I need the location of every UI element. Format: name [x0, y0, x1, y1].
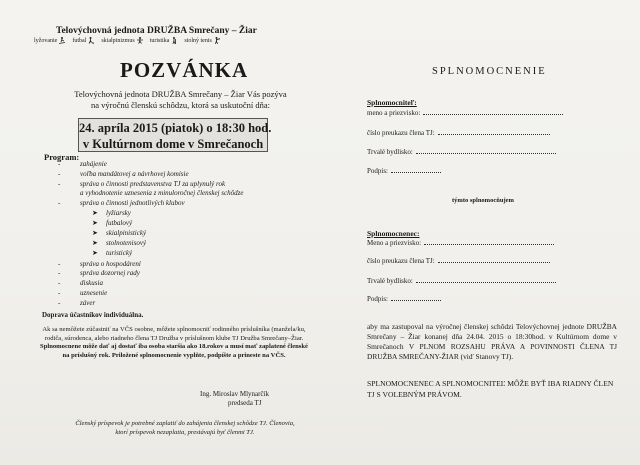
club-report-item: ➤ stolnotenisový	[92, 239, 147, 247]
program-item: - voľba mandátovej a návrhovej komisie	[58, 170, 189, 178]
grantor-field: Trvalé bydlisko:	[367, 147, 556, 156]
eligibility-statement: SPLNOMOCNENEC A SPLNOMOCNITEĽ MÔŽE BYŤ IBA RIADNY ČLEN TJ S VOLEBNÝM PRÁVOM.	[367, 379, 614, 399]
sport-item: turistika	[150, 37, 178, 44]
sports-row	[34, 37, 220, 44]
program-item: - záver	[58, 299, 96, 307]
power-of-attorney-title: SPLNOMOCNENIE	[432, 66, 547, 77]
date-line: 24. apríla 2015 (piatok) o 18:30 hod.	[79, 121, 272, 135]
grantor-field: Podpis:	[367, 166, 441, 175]
authorization-text: týmto splnomocňujem	[452, 197, 514, 204]
grantee-field: Podpis:	[367, 294, 441, 303]
membership-footnote: Členský príspevok je potrebné zaplatiť do zahájenia členskej schôdze TJ. Členovia, ktorí príspevok nezaplatia, prestávajú byť členmi TJ.	[75, 420, 295, 436]
invitation-title: POZVÁNKA	[120, 58, 249, 82]
table-tennis-icon	[214, 37, 220, 44]
program-item: - diskusia	[58, 279, 103, 287]
club-report-item: ➤ lyžiarsky	[92, 209, 131, 217]
sport-item: stolný tenis	[184, 37, 220, 44]
program-item: - správa o činnosti jednotlivých klubov	[58, 199, 185, 207]
venue-line: v Kultúrnom dome v Smrečanoch	[82, 137, 264, 151]
program-item: a vyhodnotenie uznesenia z minuloročnej členskej schôdze	[80, 189, 244, 197]
club-report-item: ➤ skialpinistický	[92, 229, 147, 237]
program-item: - uznesenie	[58, 289, 108, 297]
grantor-label: Splnomocniteľ:	[367, 98, 417, 107]
program-item: - správa dozornej rady	[58, 269, 140, 277]
program-item: - správa o hospodárení	[58, 260, 141, 268]
invitation-line: Telovýchovná jednota DRUŽBA Smrečany – Žiar Vás pozýva	[74, 89, 287, 99]
signature-role: predseda TJ	[228, 399, 262, 407]
invitation-line: na výročnú členskú schôdzu, ktorá sa uskutoční dňa:	[91, 99, 270, 110]
transport-note: Doprava účastníkov individuálna.	[42, 311, 144, 319]
club-name: Telovýchovná jednota DRUŽBA Smrečany – Žiar	[56, 26, 257, 36]
sport-item: futbal	[72, 37, 94, 44]
grantee-field: Meno a priezvisko:	[367, 238, 554, 247]
program-label: Program:	[44, 152, 80, 162]
signature-name: Ing. Miroslav Mlynarčík	[200, 390, 270, 398]
grantee-label: Splnomocnenec:	[367, 229, 420, 238]
proxy-note: Ak sa nemôžete zúčastniť na VČS osobne, môžete splnomocniť rodinného príslušníka (manžela/ku, rodiča, súrodenca, alebo riadneho člena TJ Družba v príslušnom klube TJ Družba Smrečany–Žiar. Splnomocnene môže dať aj dostať iba osoba staršia ako 18.rokov a musí mať zaplatené členské na príslušný rok. Priložené splnomocnenie vyplňte, podpíšte a prineste na VČS.	[40, 326, 308, 359]
grantor-field: číslo preukazu člena TJ:	[367, 128, 550, 137]
program-item: - správa o činnosti predstavenstva TJ za uplynulý rok	[58, 180, 226, 188]
skier-icon	[59, 37, 65, 44]
sport-item: lyžovanie	[34, 37, 65, 44]
grantee-field: číslo preukazu člena TJ:	[367, 256, 550, 265]
skialpinist-icon	[137, 37, 143, 44]
date-box	[78, 118, 272, 152]
grantee-field: Trvalé bydlisko:	[367, 276, 556, 285]
grantor-field: meno a priezvisko:	[367, 108, 563, 117]
invitation-text	[58, 89, 303, 110]
club-report-item: ➤ futbalový	[92, 219, 133, 227]
hiker-icon	[171, 37, 177, 44]
club-report-item: ➤ turistický	[92, 249, 133, 257]
program-item: - zahájenie	[58, 160, 107, 168]
authorization-paragraph: aby ma zastupoval na výročnej členskej schôdzi Telovýchovnej jednote DRUŽBA Smrečany – Žiar konanej dňa 24.04. 2015 o 18:30hod. v Kultúrnom dome v Smrečanoch V PLNOM ROZSAHU PRÁVA A POVINNOSTI ČLENA TJ DRUŽBA SMREČANY-ŽIAR (viď Stanovy TJ).	[367, 322, 617, 361]
footballer-icon	[88, 37, 94, 44]
sport-item: skialpinizmus	[101, 37, 142, 44]
